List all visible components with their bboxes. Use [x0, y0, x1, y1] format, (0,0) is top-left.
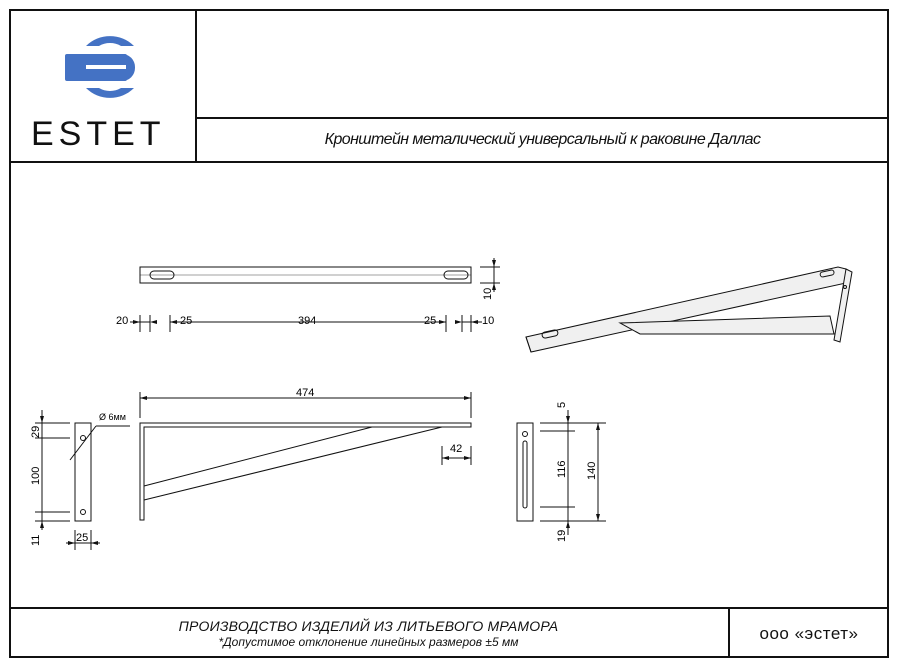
- dim-right-margin: 10: [482, 315, 495, 327]
- dim-hole-left: 25: [180, 315, 193, 327]
- company-name: ооо «эстет»: [759, 623, 859, 643]
- footer-company-cell: [729, 607, 889, 658]
- drawing-title: Кронштейн металический универсальный к раковине Даллас: [324, 130, 761, 148]
- dim-end-slot: 116: [556, 460, 568, 478]
- dim-overall-length: 474: [296, 387, 315, 399]
- footer-main-text: ПРОИЗВОДСТВО ИЗДЕЛИЙ ИЗ ЛИТЬЕВОГО МРАМОРА: [178, 618, 559, 634]
- dim-side-middle: 100: [30, 466, 42, 485]
- dim-side-top: 29: [30, 425, 42, 438]
- side-view-plate: [75, 423, 91, 521]
- dim-end-bottom: 19: [556, 529, 568, 542]
- isometric-view: [526, 267, 852, 352]
- bracket-brace: [144, 427, 442, 500]
- bracket-profile: [140, 423, 471, 520]
- footer-tolerance-note: *Допустимое отклонение линейных размеров ±5 мм: [218, 635, 519, 649]
- dim-end-top: 5: [556, 401, 568, 408]
- dim-hole-right: 25: [424, 315, 437, 327]
- footer-description-cell: [9, 607, 730, 658]
- dim-thickness: 10: [482, 287, 494, 300]
- dim-center-length: 394: [298, 315, 317, 327]
- logo-wordmark: ESTET: [31, 115, 166, 153]
- dim-end-total: 140: [586, 461, 598, 480]
- end-view-plate: [517, 423, 533, 521]
- dim-left-margin: 20: [116, 315, 129, 327]
- dim-side-width: 25: [76, 532, 89, 544]
- dim-hole-diameter: Ø 6мм: [99, 412, 126, 422]
- dim-side-bottom: 11: [30, 534, 42, 546]
- dim-bottom-offset: 42: [450, 443, 463, 455]
